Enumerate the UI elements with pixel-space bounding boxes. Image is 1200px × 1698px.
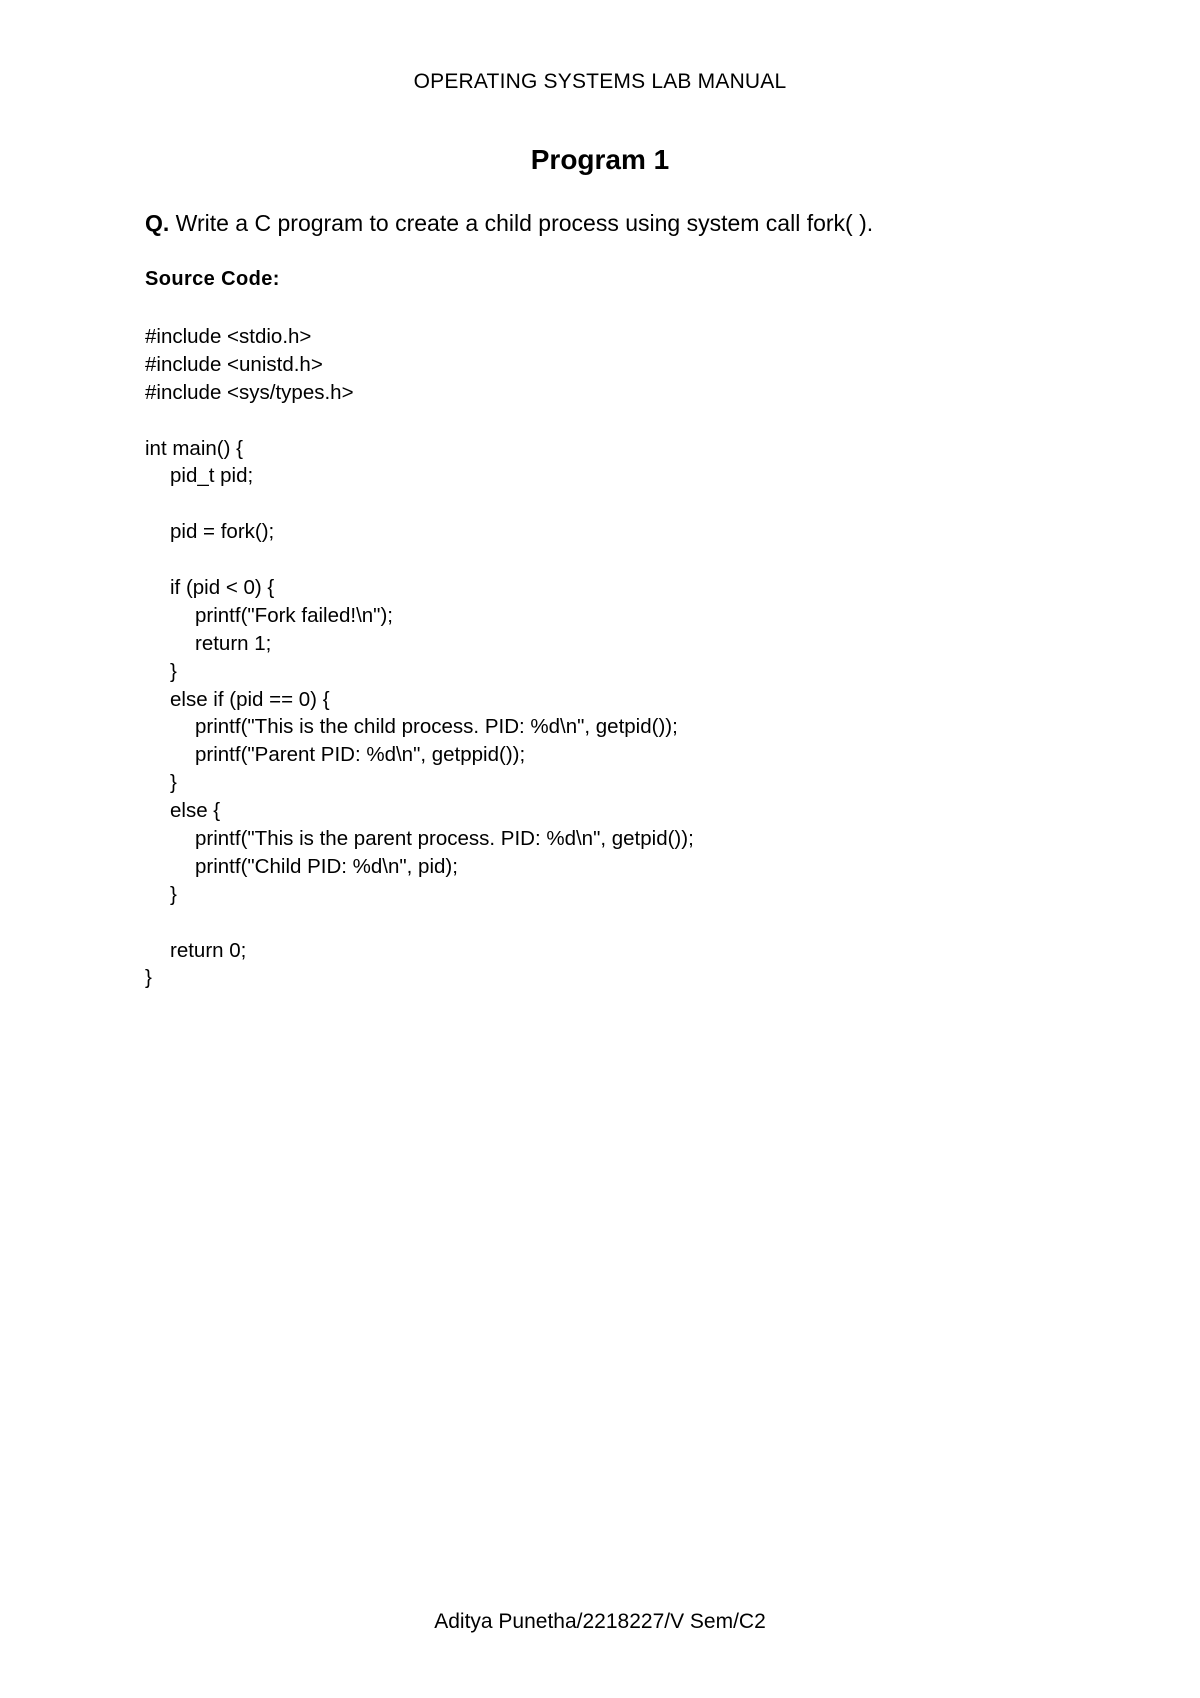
- code-block: [145, 323, 694, 992]
- running-footer: Aditya Punetha/2218227/V Sem/C2: [434, 1610, 766, 1633]
- code-line: printf("Fork failed!\n");: [195, 603, 393, 627]
- code-line: if (pid < 0) {: [170, 576, 275, 600]
- code-line: return 1;: [195, 631, 272, 655]
- code-line: [145, 546, 694, 574]
- code-line: }: [170, 882, 177, 906]
- code-line: [145, 909, 694, 937]
- code-line: pid_t pid;: [170, 464, 254, 488]
- code-line: pid = fork();: [170, 520, 275, 544]
- code-line: }: [170, 659, 177, 683]
- running-header: OPERATING SYSTEMS LAB MANUAL: [413, 70, 787, 93]
- question-label: Q.: [145, 210, 170, 236]
- code-line: }: [145, 966, 152, 990]
- code-line: [145, 407, 694, 435]
- question-text: Write a C program to create a child process using system call fork( ).: [169, 210, 874, 236]
- code-line: [145, 490, 694, 518]
- code-line: printf("This is the child process. PID: %d\n", getpid());: [195, 715, 678, 739]
- program-title: Program 1: [530, 144, 670, 175]
- code-line: int main() {: [145, 436, 243, 460]
- code-line: return 0;: [170, 938, 247, 962]
- code-line: printf("This is the parent process. PID: %d\n", getpid());: [195, 827, 694, 851]
- code-line: else {: [170, 799, 221, 823]
- code-line: #include <sys/types.h>: [145, 380, 354, 404]
- code-line: printf("Parent PID: %d\n", getppid());: [195, 743, 526, 767]
- code-line: }: [170, 771, 177, 795]
- code-line: printf("Child PID: %d\n", pid);: [195, 854, 458, 878]
- code-line: #include <unistd.h>: [145, 352, 323, 376]
- source-code-label: Source Code:: [145, 268, 280, 290]
- code-line: else if (pid == 0) {: [170, 687, 330, 711]
- code-line: #include <stdio.h>: [145, 325, 312, 348]
- question: [145, 210, 873, 237]
